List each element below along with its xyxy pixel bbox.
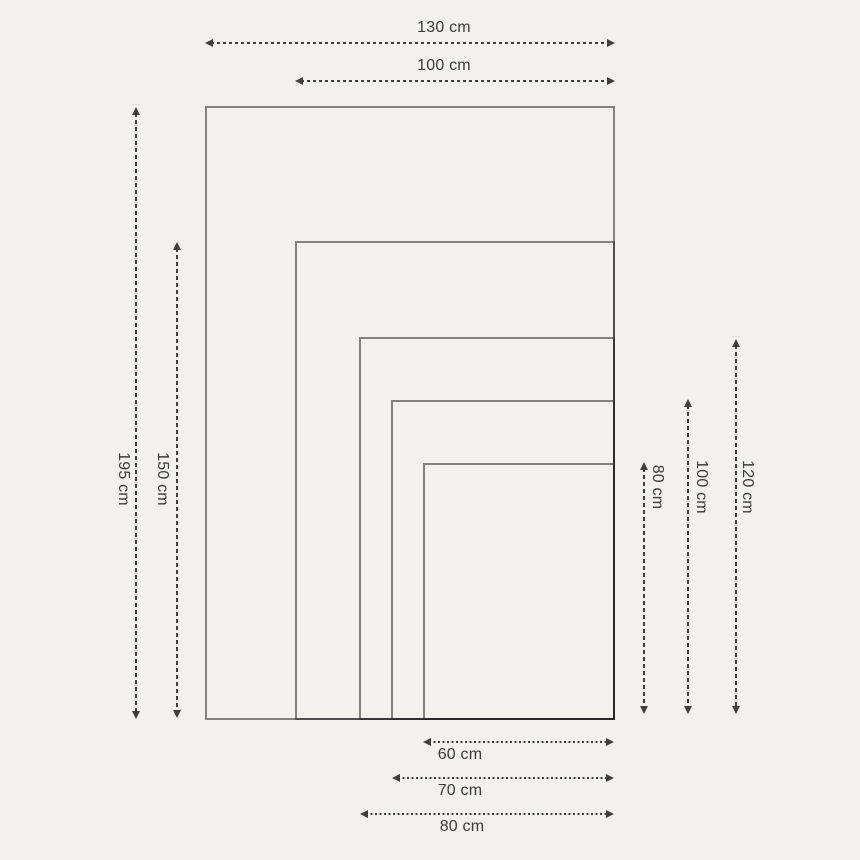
dimension-label-height-120: 120 cm (739, 460, 756, 514)
dimension-arrow-height-80 (640, 462, 648, 714)
arrowhead-down-icon (132, 711, 140, 719)
dimension-arrow-height-100 (684, 399, 692, 714)
arrowhead-down-icon (684, 706, 692, 714)
dashed-line (366, 813, 608, 815)
dimension-arrow-width-130 (205, 39, 615, 47)
dimension-arrow-width-60 (423, 738, 614, 746)
arrowhead-right-icon (607, 39, 615, 47)
arrowhead-right-icon (606, 738, 614, 746)
dashed-line (211, 42, 609, 44)
dashed-line (135, 113, 137, 713)
dimension-arrow-height-195 (132, 107, 140, 719)
arrowhead-down-icon (173, 710, 181, 718)
dashed-line (687, 405, 689, 708)
dimension-arrow-height-120 (732, 339, 740, 714)
arrowhead-down-icon (732, 706, 740, 714)
dimension-label-height-80: 80 cm (649, 464, 666, 510)
dimension-label-width-130: 130 cm (417, 19, 471, 36)
dimension-label-height-195: 195 cm (115, 452, 132, 506)
dashed-line (429, 741, 608, 743)
dashed-line (735, 345, 737, 708)
dashed-line (176, 248, 178, 712)
dimension-label-width-100: 100 cm (417, 57, 471, 74)
dimension-arrow-width-70 (392, 774, 614, 782)
size-rect-60x80 (423, 463, 615, 720)
dimension-arrow-height-150 (173, 242, 181, 718)
dimension-label-height-150: 150 cm (154, 452, 171, 506)
dashed-line (398, 777, 608, 779)
arrowhead-down-icon (640, 706, 648, 714)
dimension-label-height-100: 100 cm (693, 460, 710, 514)
arrowhead-right-icon (607, 77, 615, 85)
dimension-label-width-70: 70 cm (437, 782, 483, 799)
dimension-label-width-60: 60 cm (437, 746, 483, 763)
dimension-arrow-width-80 (360, 810, 614, 818)
arrowhead-right-icon (606, 774, 614, 782)
dashed-line (301, 80, 609, 82)
dimension-arrow-width-100 (295, 77, 615, 85)
arrowhead-right-icon (606, 810, 614, 818)
dashed-line (643, 468, 645, 708)
dimension-label-width-80-bottom: 80 cm (439, 818, 485, 835)
